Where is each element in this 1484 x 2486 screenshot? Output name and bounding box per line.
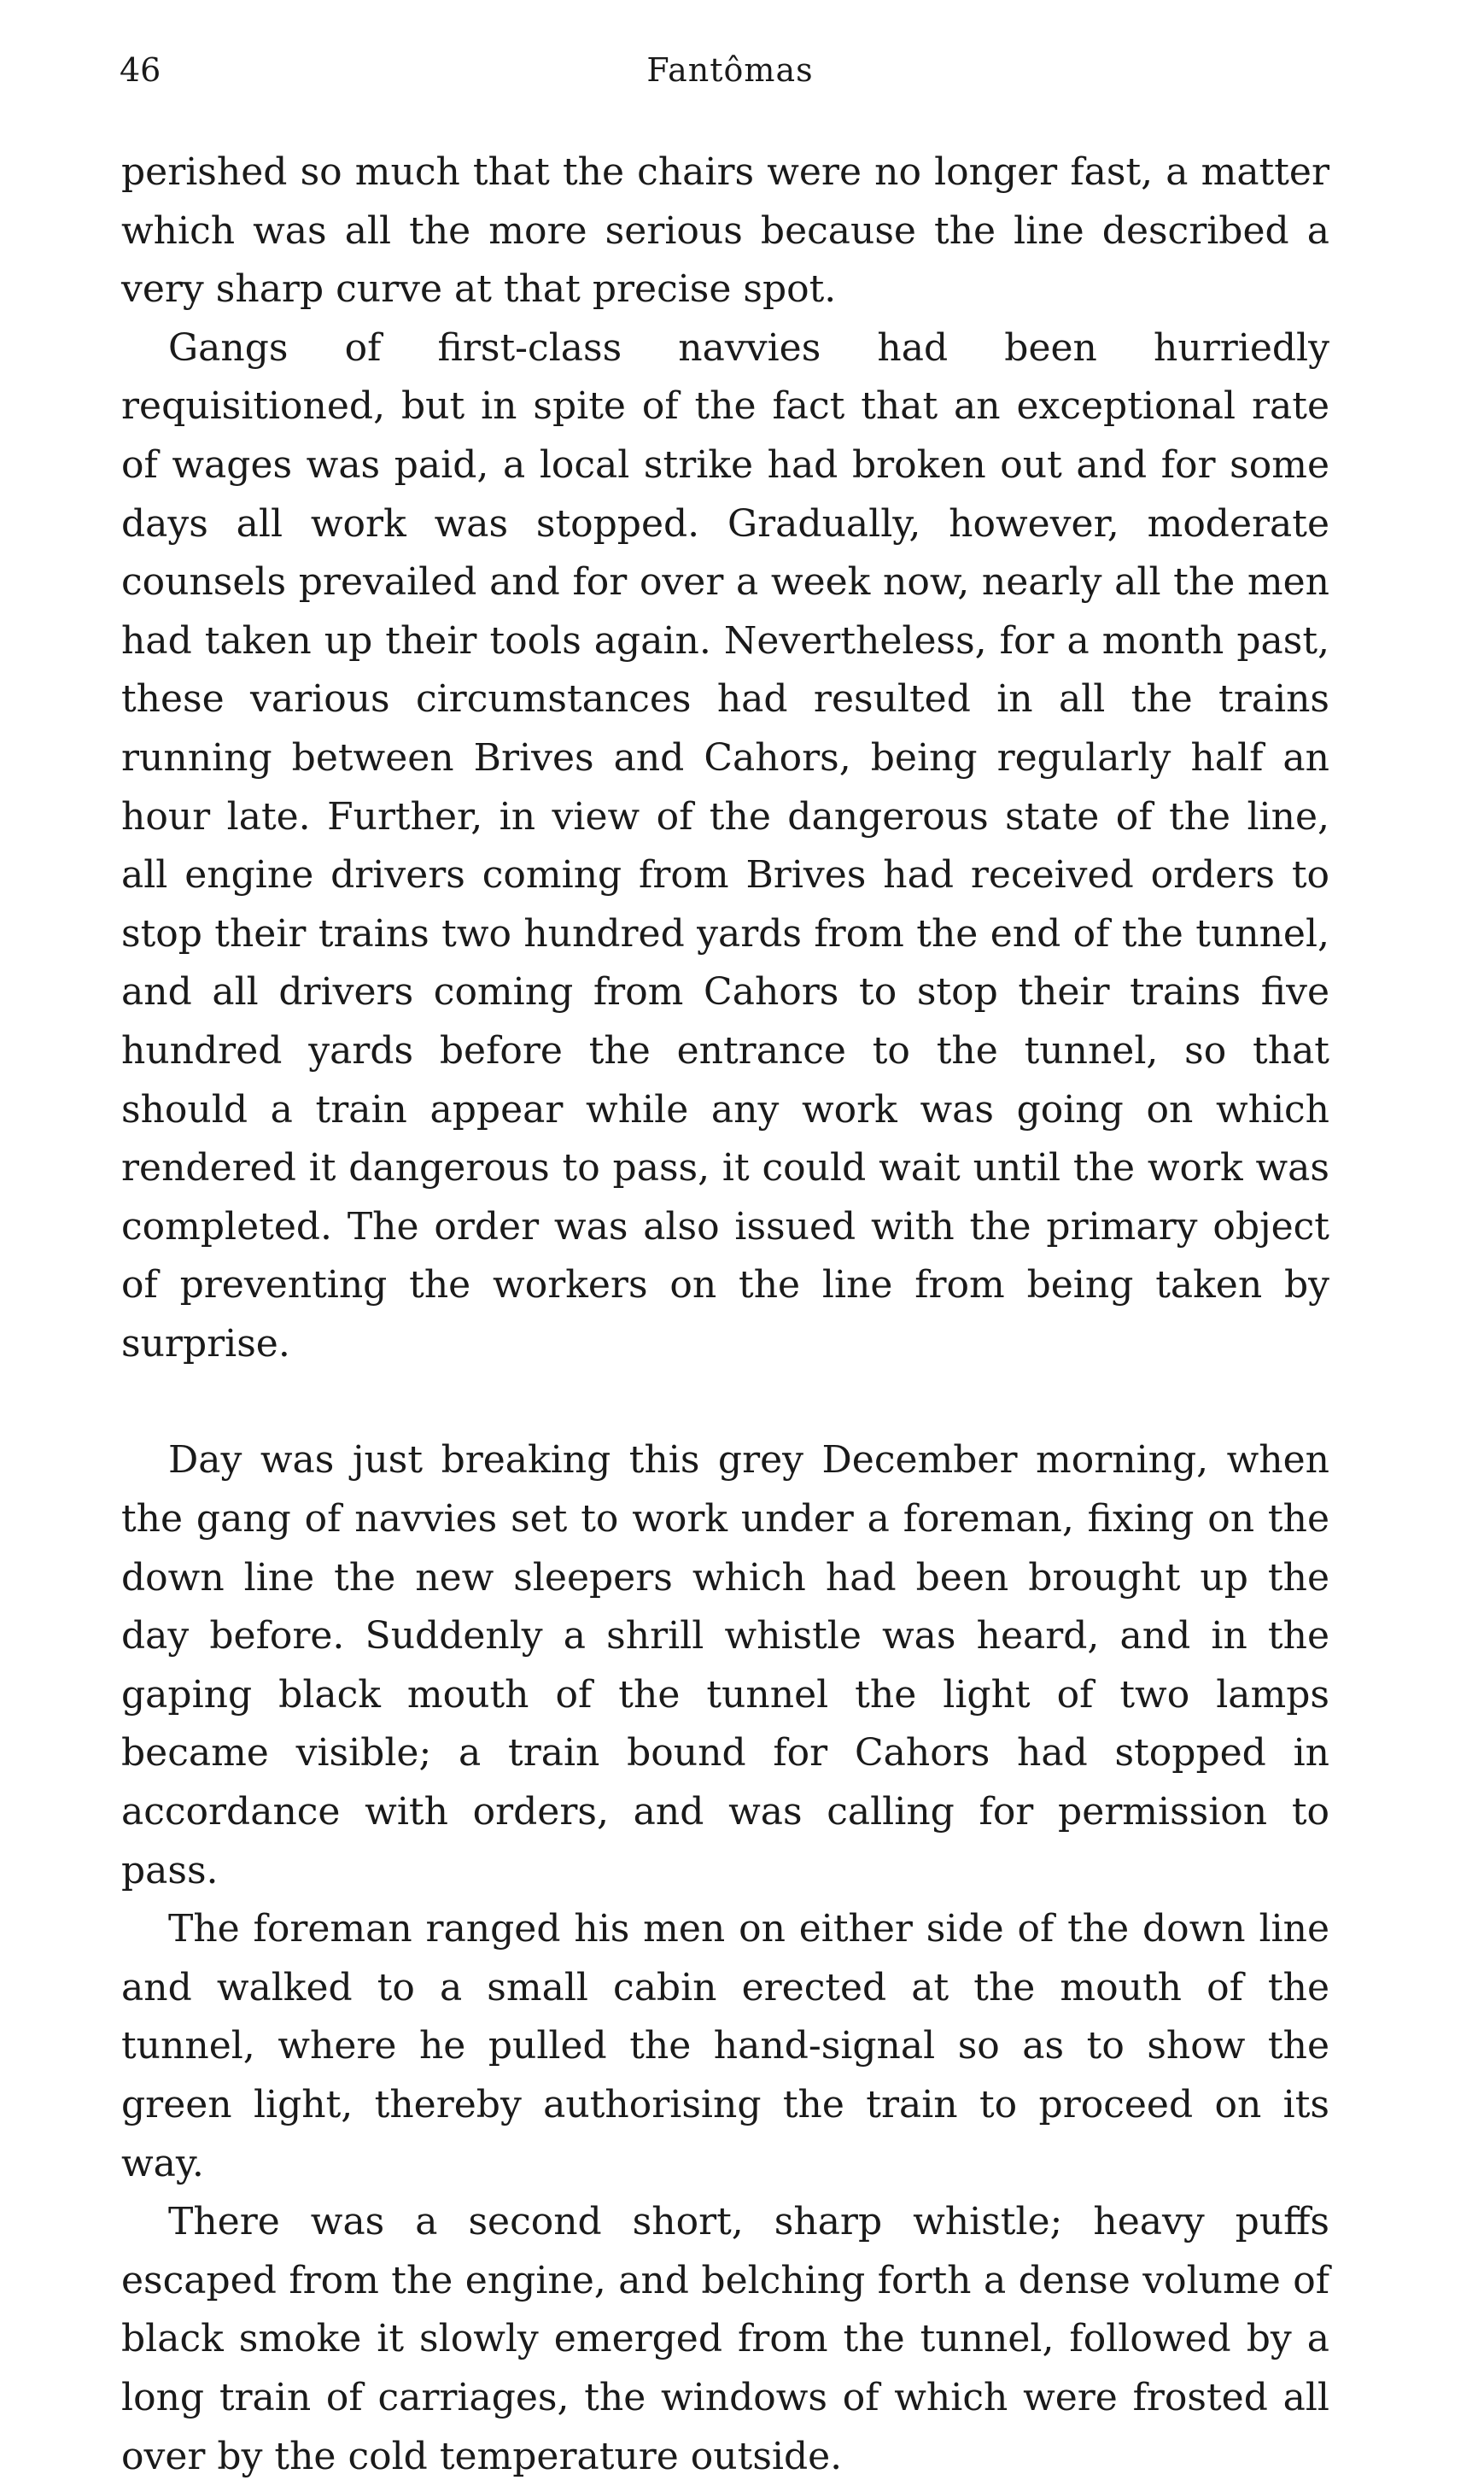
page-number: 46 xyxy=(120,51,161,89)
paragraph: The foreman ranged his men on either side of the down line and walked to a small cabin erected at the mouth of the tunnel, where he pulled the hand-signal so as to show the green light, thereby authorising the train to proceed on its way. xyxy=(121,1907,1329,2185)
running-head xyxy=(120,44,1341,96)
body-text xyxy=(121,143,1329,2486)
paragraph: Gangs of first-class navvies had been hurriedly requisitioned, but in spite of the fact that an exceptional rate of wages was paid, a local strike had broken out and for some days all work was stopped. Gradually, however, moderate counsels prevailed and for over a week now, nearly all the men had taken up their tools again. Nevertheless, for a month past, these various circumstances had resulted in all the trains running between Brives and Cahors, being regularly half an hour late. Further, in view of the dangerous state of the line, all engine drivers coming from Brives had received orders to stop their trains two hundred yards from the end of the tunnel, and all drivers coming from Cahors to stop their trains five hundred yards before the entrance to the tunnel, so that should a train appear while any work was going on which rendered it dangerous to pass, it could wait until the work was completed. The order was also issued with the primary object of preventing the workers on the line from being taken by surprise. xyxy=(121,325,1329,1366)
section-break xyxy=(121,1373,1329,1431)
paragraph: Day was just breaking this grey December morning, when the gang of navvies set to work under a foreman, fixing on the down line the new sleepers which had been brought up the day before. Suddenly a shrill whistle was heard, and in the gaping black mouth of the tunnel the light of two lamps became visible; a train bound for Cahors had stopped in accordance with orders, and was calling for permission to pass. xyxy=(121,1438,1329,1892)
paragraph-continued: perished so much that the chairs were no longer fast, a matter which was all the more serious because the line described a very sharp curve at that precise spot. xyxy=(121,150,1329,312)
book-title: Fantômas xyxy=(646,51,814,89)
paragraph: There was a second short, sharp whistle; heavy puffs escaped from the engine, and belching forth a dense volume of black smoke it slowly emerged from the tunnel, followed by a long train of carriages, the windows of which were frosted all over by the cold temperature outside. xyxy=(121,2200,1329,2478)
